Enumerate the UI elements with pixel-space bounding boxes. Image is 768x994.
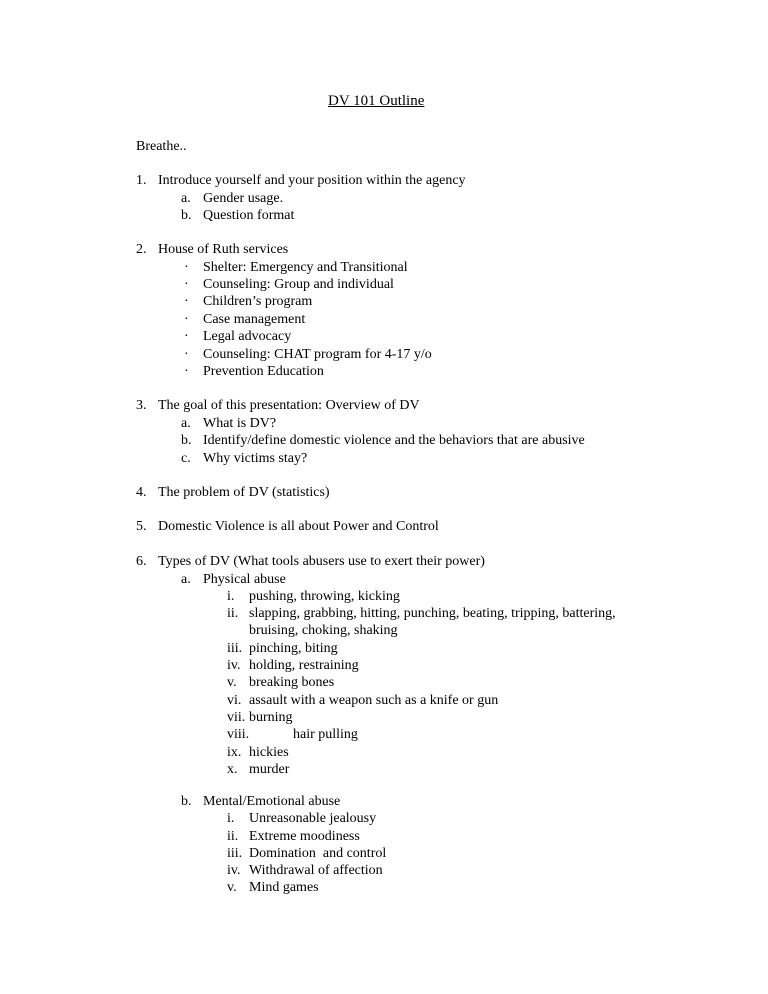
section-number: 1. [136,173,147,188]
list-item: Counseling: CHAT program for 4-17 y/o [203,347,432,362]
list-item: Children’s program [203,294,313,309]
section-number: 3. [136,398,147,413]
roman-marker: iv. [227,863,241,878]
list-item: Legal advocacy [203,329,292,344]
list-item: assault with a weapon such as a knife or gun [249,693,499,708]
section-heading: Domestic Violence is all about Power and Control [158,519,439,534]
roman-marker: x. [227,762,238,777]
list-item: Domination and control [249,846,387,861]
list-item: pushing, throwing, kicking [249,589,400,604]
section-heading: The goal of this presentation: Overview of DV [158,398,420,413]
roman-marker: vi. [227,693,242,708]
list-item: hair pulling [293,727,358,742]
list-item: hickies [249,745,289,760]
list-marker: b. [181,208,192,223]
section-heading: Types of DV (What tools abusers use to exert their power) [158,554,485,569]
intro-text: Breathe.. [136,139,187,154]
list-item: Unreasonable jealousy [249,811,377,826]
list-item: slapping, grabbing, hitting, punching, beating, tripping, battering, [249,606,616,621]
list-item: Withdrawal of affection [249,863,383,878]
section-heading: House of Ruth services [158,242,289,257]
section-number: 2. [136,242,147,257]
list-item: Gender usage. [203,191,284,206]
roman-marker: ii. [227,829,239,844]
bullet-marker: · [184,277,189,292]
list-item-continuation: bruising, choking, shaking [249,623,398,638]
list-item: Mind games [249,880,319,895]
list-item: Shelter: Emergency and Transitional [203,260,408,275]
bullet-marker: · [184,294,189,309]
bullet-marker: · [184,329,189,344]
list-marker: a. [181,572,191,587]
list-item: What is DV? [203,416,277,431]
list-item: holding, restraining [249,658,359,673]
bullet-marker: · [184,260,189,275]
roman-marker: iv. [227,658,241,673]
list-item: Question format [203,208,295,223]
roman-marker: v. [227,880,237,895]
section-heading: Introduce yourself and your position within the agency [158,173,466,188]
list-item: Case management [203,312,306,327]
list-marker: c. [181,451,191,466]
roman-marker: vii. [227,710,246,725]
list-item: Prevention Education [203,364,324,379]
subheading: Physical abuse [203,572,286,587]
roman-marker: iii. [227,641,243,656]
roman-marker: viii. [227,727,250,742]
list-marker: a. [181,416,191,431]
bullet-marker: · [184,347,189,362]
bullet-marker: · [184,364,189,379]
list-item: Counseling: Group and individual [203,277,394,292]
list-marker: a. [181,191,191,206]
roman-marker: v. [227,675,237,690]
roman-marker: ix. [227,745,242,760]
bullet-marker: · [184,312,189,327]
roman-marker: iii. [227,846,243,861]
list-item: Extreme moodiness [249,829,360,844]
list-item: pinching, biting [249,641,338,656]
page-title: DV 101 Outline [328,93,425,109]
list-marker: b. [181,794,192,809]
subheading: Mental/Emotional abuse [203,794,341,809]
section-number: 5. [136,519,147,534]
list-item: burning [249,710,293,725]
section-number: 4. [136,485,147,500]
roman-marker: ii. [227,606,239,621]
list-item: breaking bones [249,675,335,690]
section-number: 6. [136,554,147,569]
list-marker: b. [181,433,192,448]
list-item: Identify/define domestic violence and the behaviors that are abusive [203,433,585,448]
list-item: Why victims stay? [203,451,308,466]
list-item: murder [249,762,290,777]
roman-marker: i. [227,589,235,604]
section-heading: The problem of DV (statistics) [158,485,330,500]
roman-marker: i. [227,811,235,826]
